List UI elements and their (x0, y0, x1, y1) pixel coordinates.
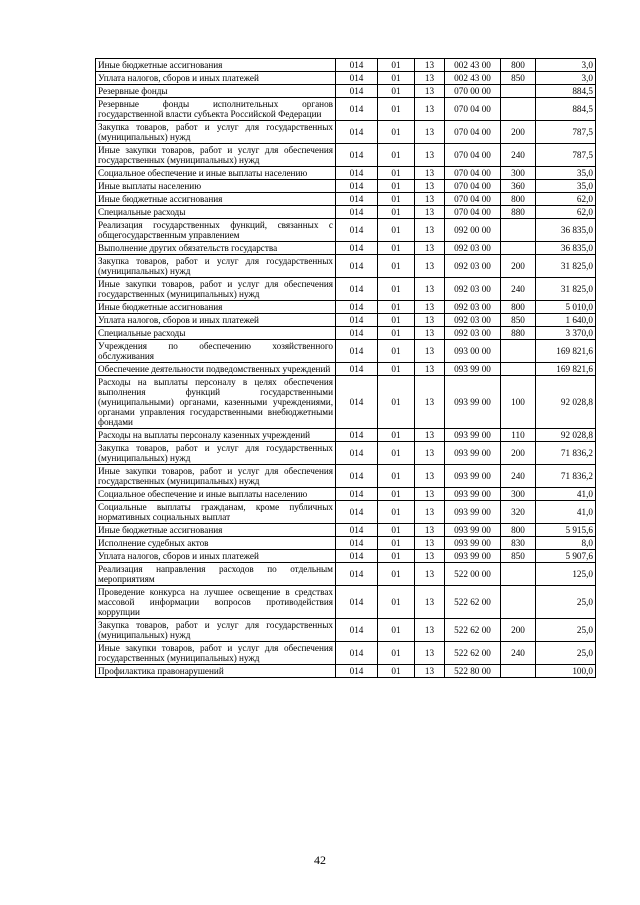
cell-csr: 093 99 00 (445, 524, 501, 537)
cell-grbs: 014 (336, 501, 378, 524)
cell-rz: 01 (378, 619, 415, 642)
table-row (96, 665, 596, 678)
cell-grbs: 014 (336, 442, 378, 465)
table-row (96, 85, 596, 98)
cell-sum: 31 825,0 (536, 278, 596, 301)
cell-name: Иные закупки товаров, работ и услуг для обеспечения государственных (муниципальных) нужд (96, 465, 336, 488)
cell-csr: 092 03 00 (445, 314, 501, 327)
cell-name: Расходы на выплаты персоналу в целях обеспечения выполнения функций государственными (муниципальными) органами, казенными учреждениями, органами управления государственными внебюджетными фондами (96, 376, 336, 429)
cell-pr: 13 (415, 121, 445, 144)
cell-grbs: 014 (336, 563, 378, 586)
table-row (96, 219, 596, 242)
cell-name: Резервные фонды исполнительных органов государственной власти субъекта Российской Федерации (96, 98, 336, 121)
cell-csr: 070 00 00 (445, 85, 501, 98)
cell-sum: 92 028,8 (536, 429, 596, 442)
table-row (96, 429, 596, 442)
cell-pr: 13 (415, 501, 445, 524)
cell-name: Специальные расходы (96, 206, 336, 219)
cell-grbs: 014 (336, 619, 378, 642)
table-row (96, 501, 596, 524)
cell-pr: 13 (415, 537, 445, 550)
cell-grbs: 014 (336, 314, 378, 327)
table-row (96, 206, 596, 219)
table-row (96, 619, 596, 642)
table-row (96, 537, 596, 550)
cell-csr: 070 04 00 (445, 121, 501, 144)
cell-pr: 13 (415, 340, 445, 363)
cell-pr: 13 (415, 363, 445, 376)
cell-rz: 01 (378, 442, 415, 465)
cell-csr: 093 99 00 (445, 376, 501, 429)
cell-rz: 01 (378, 642, 415, 665)
cell-name: Резервные фонды (96, 85, 336, 98)
cell-sum: 8,0 (536, 537, 596, 550)
cell-pr: 13 (415, 642, 445, 665)
cell-vr: 800 (501, 193, 536, 206)
table-row (96, 144, 596, 167)
cell-grbs: 014 (336, 72, 378, 85)
cell-vr: 880 (501, 206, 536, 219)
table-row (96, 563, 596, 586)
cell-rz: 01 (378, 301, 415, 314)
budget-page (95, 58, 595, 678)
cell-pr: 13 (415, 586, 445, 619)
cell-sum: 100,0 (536, 665, 596, 678)
cell-vr: 300 (501, 488, 536, 501)
cell-rz: 01 (378, 193, 415, 206)
table-row (96, 121, 596, 144)
cell-csr: 522 00 00 (445, 563, 501, 586)
cell-pr: 13 (415, 488, 445, 501)
cell-grbs: 014 (336, 465, 378, 488)
cell-sum: 884,5 (536, 98, 596, 121)
cell-sum: 35,0 (536, 180, 596, 193)
cell-vr (501, 563, 536, 586)
cell-name: Иные выплаты населению (96, 180, 336, 193)
cell-rz: 01 (378, 255, 415, 278)
cell-pr: 13 (415, 429, 445, 442)
cell-pr: 13 (415, 242, 445, 255)
cell-vr: 200 (501, 442, 536, 465)
cell-grbs: 014 (336, 586, 378, 619)
cell-name: Профилактика правонарушений (96, 665, 336, 678)
cell-name: Проведение конкурса на лучшее освещение в средствах массовой информации вопросов противодействия коррупции (96, 586, 336, 619)
cell-csr: 092 00 00 (445, 219, 501, 242)
cell-grbs: 014 (336, 144, 378, 167)
cell-sum: 62,0 (536, 193, 596, 206)
cell-pr: 13 (415, 301, 445, 314)
cell-sum: 25,0 (536, 586, 596, 619)
cell-rz: 01 (378, 340, 415, 363)
cell-pr: 13 (415, 98, 445, 121)
cell-name: Учреждения по обеспечению хозяйственного обслуживания (96, 340, 336, 363)
cell-sum: 36 835,0 (536, 219, 596, 242)
cell-vr: 850 (501, 72, 536, 85)
cell-pr: 13 (415, 465, 445, 488)
cell-name: Иные бюджетные ассигнования (96, 59, 336, 72)
cell-csr: 092 03 00 (445, 301, 501, 314)
table-row (96, 242, 596, 255)
cell-csr: 070 04 00 (445, 98, 501, 121)
cell-pr: 13 (415, 193, 445, 206)
cell-pr: 13 (415, 327, 445, 340)
cell-grbs: 014 (336, 376, 378, 429)
cell-rz: 01 (378, 180, 415, 193)
cell-sum: 5 907,6 (536, 550, 596, 563)
cell-rz: 01 (378, 314, 415, 327)
cell-name: Закупка товаров, работ и услуг для государственных (муниципальных) нужд (96, 255, 336, 278)
cell-name: Закупка товаров, работ и услуг для государственных (муниципальных) нужд (96, 442, 336, 465)
cell-name: Иные закупки товаров, работ и услуг для обеспечения государственных (муниципальных) нужд (96, 144, 336, 167)
table-row (96, 524, 596, 537)
cell-pr: 13 (415, 85, 445, 98)
cell-vr: 200 (501, 619, 536, 642)
cell-csr: 093 99 00 (445, 537, 501, 550)
cell-grbs: 014 (336, 242, 378, 255)
table-row (96, 59, 596, 72)
table-row (96, 363, 596, 376)
cell-grbs: 014 (336, 255, 378, 278)
cell-name: Закупка товаров, работ и услуг для государственных (муниципальных) нужд (96, 121, 336, 144)
table-row (96, 376, 596, 429)
cell-grbs: 014 (336, 206, 378, 219)
cell-pr: 13 (415, 376, 445, 429)
cell-csr: 092 03 00 (445, 327, 501, 340)
cell-name: Иные закупки товаров, работ и услуг для обеспечения государственных (муниципальных) нужд (96, 278, 336, 301)
cell-sum: 41,0 (536, 501, 596, 524)
cell-name: Обеспечение деятельности подведомственных учреждений (96, 363, 336, 376)
cell-pr: 13 (415, 255, 445, 278)
cell-grbs: 014 (336, 429, 378, 442)
cell-csr: 522 62 00 (445, 619, 501, 642)
cell-csr: 070 04 00 (445, 206, 501, 219)
cell-grbs: 014 (336, 301, 378, 314)
cell-csr: 522 62 00 (445, 642, 501, 665)
cell-vr: 800 (501, 301, 536, 314)
cell-sum: 31 825,0 (536, 255, 596, 278)
cell-name: Уплата налогов, сборов и иных платежей (96, 314, 336, 327)
cell-rz: 01 (378, 550, 415, 563)
table-row (96, 465, 596, 488)
table-row (96, 550, 596, 563)
cell-grbs: 014 (336, 98, 378, 121)
cell-pr: 13 (415, 665, 445, 678)
cell-grbs: 014 (336, 167, 378, 180)
cell-pr: 13 (415, 167, 445, 180)
cell-sum: 169 821,6 (536, 340, 596, 363)
cell-vr: 300 (501, 167, 536, 180)
cell-rz: 01 (378, 206, 415, 219)
cell-pr: 13 (415, 314, 445, 327)
cell-name: Исполнение судебных актов (96, 537, 336, 550)
cell-vr (501, 363, 536, 376)
cell-csr: 093 99 00 (445, 501, 501, 524)
cell-grbs: 014 (336, 121, 378, 144)
cell-vr: 320 (501, 501, 536, 524)
cell-vr: 850 (501, 314, 536, 327)
cell-pr: 13 (415, 206, 445, 219)
cell-sum: 62,0 (536, 206, 596, 219)
cell-sum: 884,5 (536, 85, 596, 98)
cell-rz: 01 (378, 537, 415, 550)
cell-grbs: 014 (336, 550, 378, 563)
cell-rz: 01 (378, 219, 415, 242)
cell-name: Расходы на выплаты персоналу казенных учреждений (96, 429, 336, 442)
cell-grbs: 014 (336, 340, 378, 363)
cell-csr: 002 43 00 (445, 59, 501, 72)
cell-vr (501, 586, 536, 619)
cell-sum: 1 640,0 (536, 314, 596, 327)
budget-table-body (96, 59, 596, 678)
cell-csr: 093 99 00 (445, 488, 501, 501)
table-row (96, 314, 596, 327)
cell-vr: 240 (501, 278, 536, 301)
cell-vr (501, 340, 536, 363)
cell-vr: 100 (501, 376, 536, 429)
cell-rz: 01 (378, 72, 415, 85)
cell-name: Иные бюджетные ассигнования (96, 301, 336, 314)
cell-name: Социальные выплаты гражданам, кроме публичных нормативных социальных выплат (96, 501, 336, 524)
cell-csr: 092 03 00 (445, 278, 501, 301)
cell-vr (501, 98, 536, 121)
cell-rz: 01 (378, 242, 415, 255)
cell-sum: 3,0 (536, 72, 596, 85)
table-row (96, 72, 596, 85)
cell-grbs: 014 (336, 524, 378, 537)
cell-grbs: 014 (336, 327, 378, 340)
cell-sum: 787,5 (536, 144, 596, 167)
cell-rz: 01 (378, 85, 415, 98)
cell-vr: 360 (501, 180, 536, 193)
cell-vr: 200 (501, 255, 536, 278)
cell-name: Закупка товаров, работ и услуг для государственных (муниципальных) нужд (96, 619, 336, 642)
cell-csr: 092 03 00 (445, 242, 501, 255)
cell-sum: 169 821,6 (536, 363, 596, 376)
cell-rz: 01 (378, 429, 415, 442)
cell-vr: 800 (501, 524, 536, 537)
cell-grbs: 014 (336, 363, 378, 376)
cell-grbs: 014 (336, 193, 378, 206)
cell-vr: 880 (501, 327, 536, 340)
cell-vr (501, 242, 536, 255)
page-number: 42 (314, 853, 326, 867)
cell-pr: 13 (415, 219, 445, 242)
cell-pr: 13 (415, 442, 445, 465)
cell-pr: 13 (415, 550, 445, 563)
cell-sum: 71 836,2 (536, 465, 596, 488)
cell-name: Социальное обеспечение и иные выплаты населению (96, 167, 336, 180)
table-row (96, 301, 596, 314)
table-row (96, 642, 596, 665)
table-row (96, 327, 596, 340)
table-row (96, 488, 596, 501)
cell-name: Иные закупки товаров, работ и услуг для обеспечения государственных (муниципальных) нужд (96, 642, 336, 665)
cell-pr: 13 (415, 524, 445, 537)
cell-pr: 13 (415, 72, 445, 85)
cell-vr: 240 (501, 642, 536, 665)
table-row (96, 255, 596, 278)
cell-grbs: 014 (336, 85, 378, 98)
cell-sum: 5 915,6 (536, 524, 596, 537)
cell-rz: 01 (378, 488, 415, 501)
cell-rz: 01 (378, 665, 415, 678)
cell-sum: 36 835,0 (536, 242, 596, 255)
cell-csr: 092 03 00 (445, 255, 501, 278)
cell-vr (501, 219, 536, 242)
cell-sum: 25,0 (536, 619, 596, 642)
cell-rz: 01 (378, 278, 415, 301)
cell-grbs: 014 (336, 665, 378, 678)
cell-grbs: 014 (336, 537, 378, 550)
cell-sum: 3,0 (536, 59, 596, 72)
cell-csr: 093 99 00 (445, 442, 501, 465)
cell-csr: 093 99 00 (445, 429, 501, 442)
cell-sum: 41,0 (536, 488, 596, 501)
cell-vr: 240 (501, 465, 536, 488)
cell-rz: 01 (378, 363, 415, 376)
cell-csr: 002 43 00 (445, 72, 501, 85)
cell-name: Выполнение других обязательств государства (96, 242, 336, 255)
table-row (96, 586, 596, 619)
cell-name: Уплата налогов, сборов и иных платежей (96, 72, 336, 85)
cell-rz: 01 (378, 167, 415, 180)
cell-sum: 25,0 (536, 642, 596, 665)
cell-csr: 070 04 00 (445, 167, 501, 180)
table-row (96, 340, 596, 363)
cell-csr: 522 80 00 (445, 665, 501, 678)
cell-vr: 830 (501, 537, 536, 550)
cell-csr: 070 04 00 (445, 144, 501, 167)
cell-name: Реализация государственных функций, связанных с общегосударственным управлением (96, 219, 336, 242)
cell-name: Социальное обеспечение и иные выплаты населению (96, 488, 336, 501)
cell-csr: 070 04 00 (445, 193, 501, 206)
cell-pr: 13 (415, 180, 445, 193)
cell-pr: 13 (415, 59, 445, 72)
cell-pr: 13 (415, 619, 445, 642)
table-row (96, 193, 596, 206)
cell-vr: 240 (501, 144, 536, 167)
cell-vr: 200 (501, 121, 536, 144)
cell-grbs: 014 (336, 219, 378, 242)
cell-name: Специальные расходы (96, 327, 336, 340)
cell-csr: 093 00 00 (445, 340, 501, 363)
cell-rz: 01 (378, 524, 415, 537)
cell-pr: 13 (415, 144, 445, 167)
cell-grbs: 014 (336, 642, 378, 665)
cell-rz: 01 (378, 98, 415, 121)
cell-grbs: 014 (336, 278, 378, 301)
cell-sum: 71 836,2 (536, 442, 596, 465)
cell-rz: 01 (378, 376, 415, 429)
cell-pr: 13 (415, 563, 445, 586)
cell-rz: 01 (378, 563, 415, 586)
cell-csr: 093 99 00 (445, 363, 501, 376)
cell-rz: 01 (378, 586, 415, 619)
cell-rz: 01 (378, 465, 415, 488)
budget-table (95, 58, 596, 678)
cell-grbs: 014 (336, 488, 378, 501)
table-row (96, 98, 596, 121)
cell-sum: 125,0 (536, 563, 596, 586)
cell-vr: 110 (501, 429, 536, 442)
cell-rz: 01 (378, 327, 415, 340)
cell-sum: 92 028,8 (536, 376, 596, 429)
cell-rz: 01 (378, 59, 415, 72)
cell-pr: 13 (415, 278, 445, 301)
cell-name: Реализация направления расходов по отдельным мероприятиям (96, 563, 336, 586)
cell-sum: 3 370,0 (536, 327, 596, 340)
table-row (96, 180, 596, 193)
table-row (96, 167, 596, 180)
cell-sum: 787,5 (536, 121, 596, 144)
table-row (96, 278, 596, 301)
cell-vr: 800 (501, 59, 536, 72)
cell-grbs: 014 (336, 180, 378, 193)
cell-name: Уплата налогов, сборов и иных платежей (96, 550, 336, 563)
cell-rz: 01 (378, 144, 415, 167)
cell-sum: 35,0 (536, 167, 596, 180)
cell-vr (501, 665, 536, 678)
cell-grbs: 014 (336, 59, 378, 72)
cell-sum: 5 010,0 (536, 301, 596, 314)
cell-rz: 01 (378, 501, 415, 524)
cell-csr: 070 04 00 (445, 180, 501, 193)
cell-vr: 850 (501, 550, 536, 563)
cell-name: Иные бюджетные ассигнования (96, 524, 336, 537)
cell-name: Иные бюджетные ассигнования (96, 193, 336, 206)
cell-csr: 093 99 00 (445, 465, 501, 488)
cell-vr (501, 85, 536, 98)
cell-csr: 522 62 00 (445, 586, 501, 619)
table-row (96, 442, 596, 465)
cell-rz: 01 (378, 121, 415, 144)
cell-csr: 093 99 00 (445, 550, 501, 563)
